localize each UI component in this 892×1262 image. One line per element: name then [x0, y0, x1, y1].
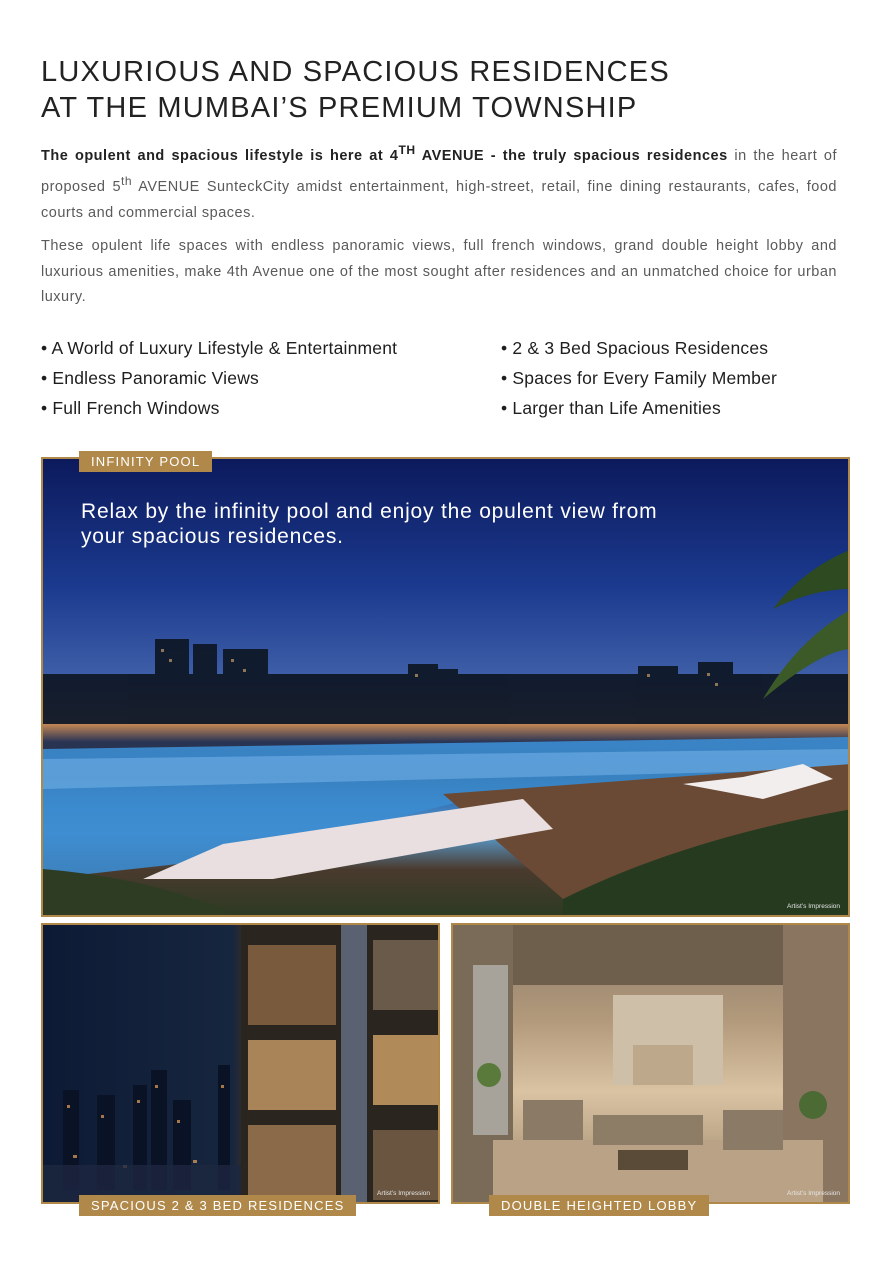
feature-list-right	[501, 333, 777, 423]
lobby-tag: DOUBLE HEIGHTED LOBBY	[489, 1195, 709, 1216]
feature-item: • Spaces for Every Family Member	[501, 363, 777, 393]
artist-impression-note: Artist’s Impression	[787, 903, 840, 910]
feature-item: • 2 & 3 Bed Spacious Residences	[501, 333, 777, 363]
lobby-scene-illustration	[453, 925, 850, 1204]
second-paragraph: These opulent life spaces with endless panoramic views, full french windows, grand double height lobby and luxurious amenities, make 4th Avenue one of the most sought after residences and an unmatched choice for urban luxury.	[41, 238, 837, 305]
artist-impression-note: Artist’s Impression	[787, 1190, 840, 1197]
intro-paragraph: The opulent and spacious lifestyle is here at 4TH AVENUE - the truly spacious residences in the heart of proposed 5th AVENUE SunteckCity amidst entertainment, high-street, retail, fine dining restaurants, cafes, food courts and commercial spaces.	[41, 143, 837, 221]
infinity-pool-tag: INFINITY POOL	[79, 451, 212, 472]
page-title	[41, 54, 861, 126]
residences-image	[41, 923, 440, 1204]
title-line-2: AT THE MUMBAI’S PREMIUM TOWNSHIP	[41, 92, 638, 124]
feature-list	[41, 333, 851, 423]
pool-caption: Relax by the infinity pool and enjoy the opulent view from your spacious residences.	[81, 500, 658, 548]
feature-list-left	[41, 333, 501, 423]
feature-item: • Larger than Life Amenities	[501, 393, 777, 423]
feature-item: • Full French Windows	[41, 393, 501, 423]
lobby-image	[451, 923, 850, 1204]
residences-scene-illustration	[43, 925, 440, 1204]
residences-tag: SPACIOUS 2 & 3 BED RESIDENCES	[79, 1195, 356, 1216]
artist-impression-note: Artist’s Impression	[377, 1190, 430, 1197]
intro-bold: The opulent and spacious lifestyle is here at 4TH AVENUE - the truly spacious residences	[41, 143, 728, 164]
infinity-pool-image	[41, 457, 850, 917]
feature-item: • Endless Panoramic Views	[41, 363, 501, 393]
title-line-1: LUXURIOUS AND SPACIOUS RESIDENCES	[41, 56, 670, 88]
feature-item: • A World of Luxury Lifestyle & Entertainment	[41, 333, 501, 363]
